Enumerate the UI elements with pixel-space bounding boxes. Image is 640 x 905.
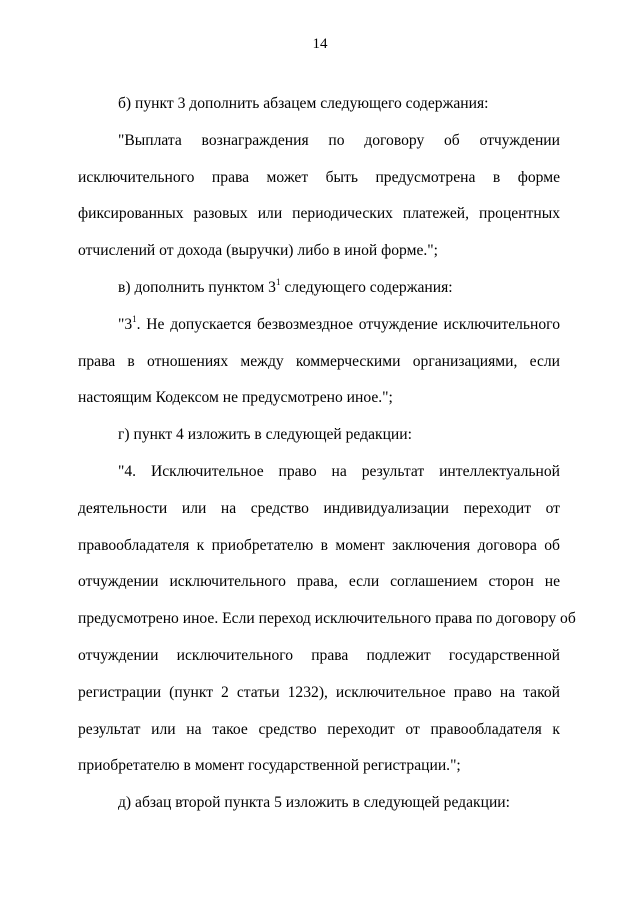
text-line: предусмотрено иное. Если переход исключительного права по договору об: [78, 610, 576, 628]
text-line: права в отношениях между коммерческими организациями, если: [78, 352, 560, 370]
paragraph-g: [78, 417, 560, 454]
text-fragment: . Не допускается безвозмездное отчуждение исключительного: [136, 315, 560, 333]
text-line: фиксированных разовых или периодических платежей, процентных: [78, 205, 560, 223]
paragraph-quote-3-1: [78, 307, 560, 417]
text-line: д) абзац второй пункта 5 изложить в следующей редакции:: [118, 794, 510, 812]
text-line: правообладателя к приобретателю в момент заключения договора об: [78, 536, 560, 554]
paragraph-b: [78, 86, 560, 123]
text-line: отчислений от дохода (выручки) либо в иной форме.";: [78, 242, 438, 260]
text-line: отчуждении исключительного права подлежит государственной: [78, 646, 560, 664]
superscript: 1: [275, 276, 281, 287]
text-line: б) пункт 3 дополнить абзацем следующего содержания:: [118, 95, 489, 112]
page-number: 14: [312, 36, 328, 52]
text-fragment: в) дополнить пунктом 3: [118, 278, 276, 296]
paragraph-quote-4: [78, 454, 576, 785]
paragraph-v: [78, 270, 560, 307]
superscript: 1: [132, 313, 137, 324]
text-line: "4. Исключительное право на результат интеллектуальной: [118, 462, 560, 480]
text-line: г) пункт 4 изложить в следующей редакции:: [118, 426, 412, 444]
text-fragment: следующего содержания:: [280, 278, 453, 296]
text-line: приобретателю в момент государственной регистрации.";: [78, 757, 461, 775]
text-fragment: "3: [118, 315, 133, 333]
text-line: "Выплата вознаграждения по договору об отчуждении: [118, 131, 560, 149]
text-line: [78, 307, 560, 344]
text-line: регистрации (пункт 2 статьи 1232), исключительное право на такой: [78, 683, 560, 701]
text-line: исключительного права может быть предусмотрена в форме: [78, 168, 560, 186]
text-line: отчуждении исключительного права, если соглашением сторон не: [78, 573, 560, 591]
paragraph-quote-payment: [78, 123, 560, 270]
document-body: [78, 86, 576, 822]
paragraph-d: [78, 785, 560, 822]
text-line: настоящим Кодексом не предусмотрено иное.";: [78, 389, 393, 407]
text-line: деятельности или на средство индивидуализации переходит от: [78, 499, 560, 517]
text-line: [78, 270, 560, 307]
text-line: результат или на такое средство переходит от правообладателя к: [78, 720, 560, 738]
